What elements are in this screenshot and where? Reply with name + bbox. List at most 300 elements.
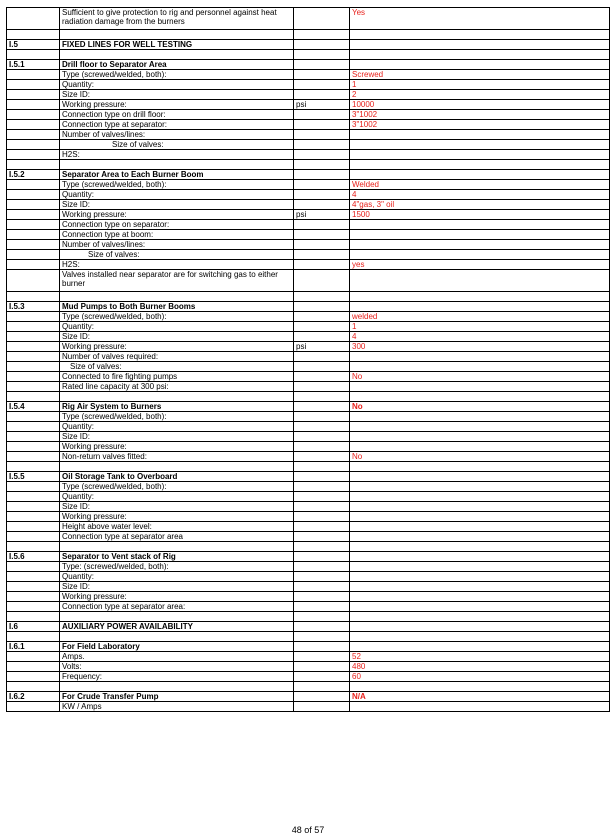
label-cell: Frequency: [60, 672, 294, 682]
label-cell: Connected to fire fighting pumps [60, 372, 294, 382]
value-cell [350, 482, 610, 492]
label-cell: Size ID: [60, 200, 294, 210]
unit-cell [294, 702, 350, 712]
section-number-cell [7, 482, 60, 492]
empty-cell [350, 542, 610, 552]
label-cell: Connection type at boom: [60, 230, 294, 240]
label-cell: Connection type at separator: [60, 120, 294, 130]
unit-cell [294, 8, 350, 30]
empty-cell [294, 160, 350, 170]
value-cell [350, 362, 610, 372]
label-cell: Number of valves/lines: [60, 130, 294, 140]
section-number-cell [7, 270, 60, 292]
unit-cell [294, 140, 350, 150]
unit-cell [294, 240, 350, 250]
unit-cell [294, 412, 350, 422]
section-number-cell [7, 250, 60, 260]
empty-cell [60, 632, 294, 642]
section-number-cell [7, 602, 60, 612]
value-cell [350, 240, 610, 250]
empty-cell [7, 542, 60, 552]
label-cell: Connection type on drill floor: [60, 110, 294, 120]
unit-cell: psi [294, 210, 350, 220]
section-header-row [7, 170, 610, 180]
label-cell: Size ID: [60, 332, 294, 342]
value-cell [350, 572, 610, 582]
unit-cell [294, 250, 350, 260]
value-cell [350, 250, 610, 260]
section-number-cell [7, 502, 60, 512]
unit-cell [294, 362, 350, 372]
section-number-cell [7, 582, 60, 592]
section-number-cell [7, 702, 60, 712]
section-number-cell [7, 90, 60, 100]
value-cell: 3"1002 [350, 110, 610, 120]
table-row [7, 180, 610, 190]
section-number-cell [7, 180, 60, 190]
section-header-row [7, 622, 610, 632]
empty-cell [350, 682, 610, 692]
unit-cell [294, 652, 350, 662]
label-cell: Type (screwed/welded, both): [60, 412, 294, 422]
table-row [7, 322, 610, 332]
value-cell [350, 502, 610, 512]
empty-cell [60, 292, 294, 302]
table-row [7, 502, 610, 512]
label-cell: Working pressure: [60, 442, 294, 452]
label-cell: For Field Laboratory [60, 642, 294, 652]
value-cell: 2 [350, 90, 610, 100]
label-cell: Size of valves: [60, 362, 294, 372]
section-number-cell [7, 512, 60, 522]
empty-cell [60, 50, 294, 60]
table-row [7, 352, 610, 362]
table-row [7, 522, 610, 532]
section-number-cell [7, 150, 60, 160]
unit-cell [294, 90, 350, 100]
unit-cell [294, 522, 350, 532]
unit-cell [294, 452, 350, 462]
unit-cell [294, 312, 350, 322]
value-cell: 4 [350, 190, 610, 200]
table-row [7, 582, 610, 592]
label-cell: Size ID: [60, 432, 294, 442]
empty-cell [294, 392, 350, 402]
value-cell: No [350, 402, 610, 412]
label-cell: Connection type at separator area: [60, 602, 294, 612]
label-cell: AUXILIARY POWER AVAILABILITY [60, 622, 294, 632]
empty-cell [60, 30, 294, 40]
table-row [7, 90, 610, 100]
unit-cell [294, 562, 350, 572]
unit-cell [294, 40, 350, 50]
unit-cell [294, 270, 350, 292]
empty-cell [60, 542, 294, 552]
label-cell: Rated line capacity at 300 psi: [60, 382, 294, 392]
table-row [7, 332, 610, 342]
table-row [7, 140, 610, 150]
empty-cell [350, 632, 610, 642]
empty-cell [350, 30, 610, 40]
table-row [7, 372, 610, 382]
section-header-row [7, 642, 610, 652]
unit-cell [294, 502, 350, 512]
table-row [7, 412, 610, 422]
table-row [7, 120, 610, 130]
unit-cell: psi [294, 342, 350, 352]
section-header-row [7, 60, 610, 70]
table-row [7, 592, 610, 602]
section-header-row [7, 402, 610, 412]
section-number-cell [7, 672, 60, 682]
unit-cell [294, 622, 350, 632]
label-cell: Quantity: [60, 190, 294, 200]
value-cell [350, 592, 610, 602]
label-cell: Working pressure: [60, 210, 294, 220]
value-cell [350, 472, 610, 482]
value-cell [350, 170, 610, 180]
spec-table [6, 7, 610, 712]
value-cell [350, 552, 610, 562]
table-row [7, 100, 610, 110]
value-cell [350, 532, 610, 542]
value-cell [350, 602, 610, 612]
empty-cell [7, 462, 60, 472]
unit-cell [294, 472, 350, 482]
section-number-cell [7, 532, 60, 542]
label-cell: Type (screwed/welded, both): [60, 482, 294, 492]
value-cell [350, 582, 610, 592]
table-row [7, 70, 610, 80]
value-cell [350, 382, 610, 392]
section-number-cell [7, 442, 60, 452]
value-cell [350, 432, 610, 442]
empty-cell [350, 462, 610, 472]
unit-cell [294, 512, 350, 522]
value-cell [350, 40, 610, 50]
table-row [7, 8, 610, 30]
label-cell: Type (screwed/welded, both): [60, 312, 294, 322]
unit-cell [294, 692, 350, 702]
label-cell: H2S: [60, 260, 294, 270]
table-row [7, 602, 610, 612]
label-cell: Size ID: [60, 582, 294, 592]
label-cell: Connection type on separator: [60, 220, 294, 230]
empty-cell [350, 50, 610, 60]
value-cell [350, 150, 610, 160]
empty-cell [294, 50, 350, 60]
label-cell: Valves installed near separator are for switching gas to either burner [60, 270, 294, 292]
value-cell: No [350, 372, 610, 382]
section-number-cell [7, 522, 60, 532]
table-row [7, 220, 610, 230]
empty-cell [350, 392, 610, 402]
unit-cell [294, 532, 350, 542]
section-number-cell [7, 562, 60, 572]
empty-cell [7, 682, 60, 692]
table-row [7, 190, 610, 200]
label-cell: Working pressure: [60, 342, 294, 352]
label-cell: Working pressure: [60, 592, 294, 602]
table-row [7, 200, 610, 210]
table-row [7, 382, 610, 392]
empty-cell [294, 292, 350, 302]
section-number-cell: I.5.2 [7, 170, 60, 180]
label-cell: Mud Pumps to Both Burner Booms [60, 302, 294, 312]
empty-cell [60, 682, 294, 692]
empty-cell [60, 392, 294, 402]
unit-cell [294, 422, 350, 432]
label-cell: Type (screwed/welded, both): [60, 180, 294, 190]
value-cell: 4 [350, 332, 610, 342]
unit-cell [294, 332, 350, 342]
value-cell [350, 642, 610, 652]
section-number-cell [7, 572, 60, 582]
empty-cell [7, 632, 60, 642]
label-cell: KW / Amps [60, 702, 294, 712]
section-number-cell [7, 70, 60, 80]
section-number-cell [7, 412, 60, 422]
value-cell: 480 [350, 662, 610, 672]
unit-cell [294, 230, 350, 240]
section-number-cell: I.5.6 [7, 552, 60, 562]
unit-cell [294, 662, 350, 672]
value-cell [350, 492, 610, 502]
unit-cell [294, 352, 350, 362]
label-cell: Amps. [60, 652, 294, 662]
label-cell: For Crude Transfer Pump [60, 692, 294, 702]
label-cell: Number of valves required: [60, 352, 294, 362]
section-number-cell: I.6 [7, 622, 60, 632]
unit-cell [294, 582, 350, 592]
page-number: 48 of 57 [291, 825, 325, 835]
table-row [7, 150, 610, 160]
table-row [7, 110, 610, 120]
value-cell [350, 702, 610, 712]
unit-cell [294, 70, 350, 80]
value-cell [350, 60, 610, 70]
section-number-cell [7, 662, 60, 672]
table-row [7, 80, 610, 90]
empty-cell [7, 50, 60, 60]
section-number-cell [7, 592, 60, 602]
empty-cell [7, 292, 60, 302]
section-number-cell [7, 362, 60, 372]
label-cell: Size ID: [60, 90, 294, 100]
table-row [7, 250, 610, 260]
empty-cell [60, 160, 294, 170]
unit-cell [294, 180, 350, 190]
section-number-cell [7, 352, 60, 362]
value-cell [350, 302, 610, 312]
label-cell: H2S: [60, 150, 294, 160]
section-number-cell: I.5.3 [7, 302, 60, 312]
value-cell [350, 422, 610, 432]
spacer-row [7, 682, 610, 692]
section-number-cell [7, 260, 60, 270]
table-row [7, 342, 610, 352]
value-cell: 3"1002 [350, 120, 610, 130]
unit-cell [294, 190, 350, 200]
table-row [7, 422, 610, 432]
value-cell [350, 220, 610, 230]
label-cell: Drill floor to Separator Area [60, 60, 294, 70]
section-number-cell [7, 110, 60, 120]
table-row [7, 512, 610, 522]
table-row [7, 432, 610, 442]
label-cell: Quantity: [60, 322, 294, 332]
unit-cell [294, 260, 350, 270]
section-number-cell [7, 652, 60, 662]
section-header-row [7, 472, 610, 482]
section-number-cell [7, 210, 60, 220]
unit-cell [294, 60, 350, 70]
unit-cell [294, 402, 350, 412]
label-cell: Sufficient to give protection to rig and personnel against heat radiation damage from the burners [60, 8, 294, 30]
section-number-cell [7, 432, 60, 442]
spacer-row [7, 612, 610, 622]
label-cell: Volts: [60, 662, 294, 672]
label-cell: Quantity: [60, 492, 294, 502]
unit-cell [294, 110, 350, 120]
table-row [7, 672, 610, 682]
spacer-row [7, 50, 610, 60]
section-number-cell: I.5.4 [7, 402, 60, 412]
unit-cell [294, 80, 350, 90]
section-number-cell [7, 342, 60, 352]
empty-cell [60, 612, 294, 622]
section-number-cell [7, 422, 60, 432]
value-cell [350, 230, 610, 240]
value-cell: welded [350, 312, 610, 322]
spacer-row [7, 462, 610, 472]
empty-cell [350, 160, 610, 170]
table-row [7, 652, 610, 662]
empty-cell [350, 612, 610, 622]
label-cell: Type (screwed/welded, both): [60, 70, 294, 80]
unit-cell [294, 130, 350, 140]
spacer-row [7, 632, 610, 642]
value-cell: yes [350, 260, 610, 270]
label-cell: Rig Air System to Burners [60, 402, 294, 412]
unit-cell [294, 602, 350, 612]
label-cell: Non-return valves fitted: [60, 452, 294, 462]
empty-cell [7, 160, 60, 170]
label-cell: Quantity: [60, 572, 294, 582]
empty-cell [7, 612, 60, 622]
empty-cell [294, 612, 350, 622]
section-number-cell [7, 200, 60, 210]
value-cell: 4"gas, 3" oil [350, 200, 610, 210]
table-row [7, 452, 610, 462]
value-cell [350, 352, 610, 362]
section-number-cell: I.5 [7, 40, 60, 50]
unit-cell [294, 492, 350, 502]
unit-cell [294, 572, 350, 582]
label-cell: Oil Storage Tank to Overboard [60, 472, 294, 482]
value-cell: 1 [350, 322, 610, 332]
table-row [7, 210, 610, 220]
value-cell [350, 270, 610, 292]
value-cell: Welded [350, 180, 610, 190]
value-cell [350, 140, 610, 150]
unit-cell [294, 432, 350, 442]
empty-cell [294, 462, 350, 472]
unit-cell [294, 592, 350, 602]
section-number-cell [7, 140, 60, 150]
spacer-row [7, 542, 610, 552]
value-cell: 52 [350, 652, 610, 662]
empty-cell [294, 632, 350, 642]
table-row [7, 130, 610, 140]
section-number-cell [7, 312, 60, 322]
label-cell: Type: (screwed/welded, both): [60, 562, 294, 572]
table-row [7, 572, 610, 582]
empty-cell [294, 30, 350, 40]
section-number-cell [7, 240, 60, 250]
section-number-cell [7, 230, 60, 240]
unit-cell [294, 120, 350, 130]
table-row [7, 702, 610, 712]
spacer-row [7, 30, 610, 40]
value-cell [350, 442, 610, 452]
label-cell: Quantity: [60, 80, 294, 90]
value-cell [350, 512, 610, 522]
value-cell: 1500 [350, 210, 610, 220]
unit-cell [294, 170, 350, 180]
value-cell [350, 412, 610, 422]
section-header-row [7, 302, 610, 312]
empty-cell [7, 392, 60, 402]
unit-cell [294, 150, 350, 160]
unit-cell [294, 200, 350, 210]
spec-table-body [7, 8, 610, 712]
label-cell: Size ID: [60, 502, 294, 512]
value-cell [350, 522, 610, 532]
unit-cell [294, 302, 350, 312]
unit-cell [294, 672, 350, 682]
value-cell [350, 130, 610, 140]
label-cell: Quantity: [60, 422, 294, 432]
label-cell: Working pressure: [60, 512, 294, 522]
table-row [7, 230, 610, 240]
label-cell: Separator to Vent stack of Rig [60, 552, 294, 562]
empty-cell [60, 462, 294, 472]
value-cell: 10000 [350, 100, 610, 110]
section-number-cell [7, 452, 60, 462]
table-row [7, 562, 610, 572]
section-number-cell [7, 372, 60, 382]
empty-cell [294, 542, 350, 552]
section-number-cell: I.5.1 [7, 60, 60, 70]
label-cell: Size of valves: [60, 140, 294, 150]
table-row [7, 492, 610, 502]
section-header-row [7, 552, 610, 562]
label-cell: Working pressure: [60, 100, 294, 110]
value-cell: N/A [350, 692, 610, 702]
label-cell: FIXED LINES FOR WELL TESTING [60, 40, 294, 50]
unit-cell [294, 552, 350, 562]
section-number-cell [7, 382, 60, 392]
value-cell: No [350, 452, 610, 462]
unit-cell [294, 220, 350, 230]
table-row [7, 662, 610, 672]
value-cell [350, 562, 610, 572]
label-cell: Size of valves: [60, 250, 294, 260]
section-header-row [7, 40, 610, 50]
value-cell: 1 [350, 80, 610, 90]
unit-cell [294, 642, 350, 652]
